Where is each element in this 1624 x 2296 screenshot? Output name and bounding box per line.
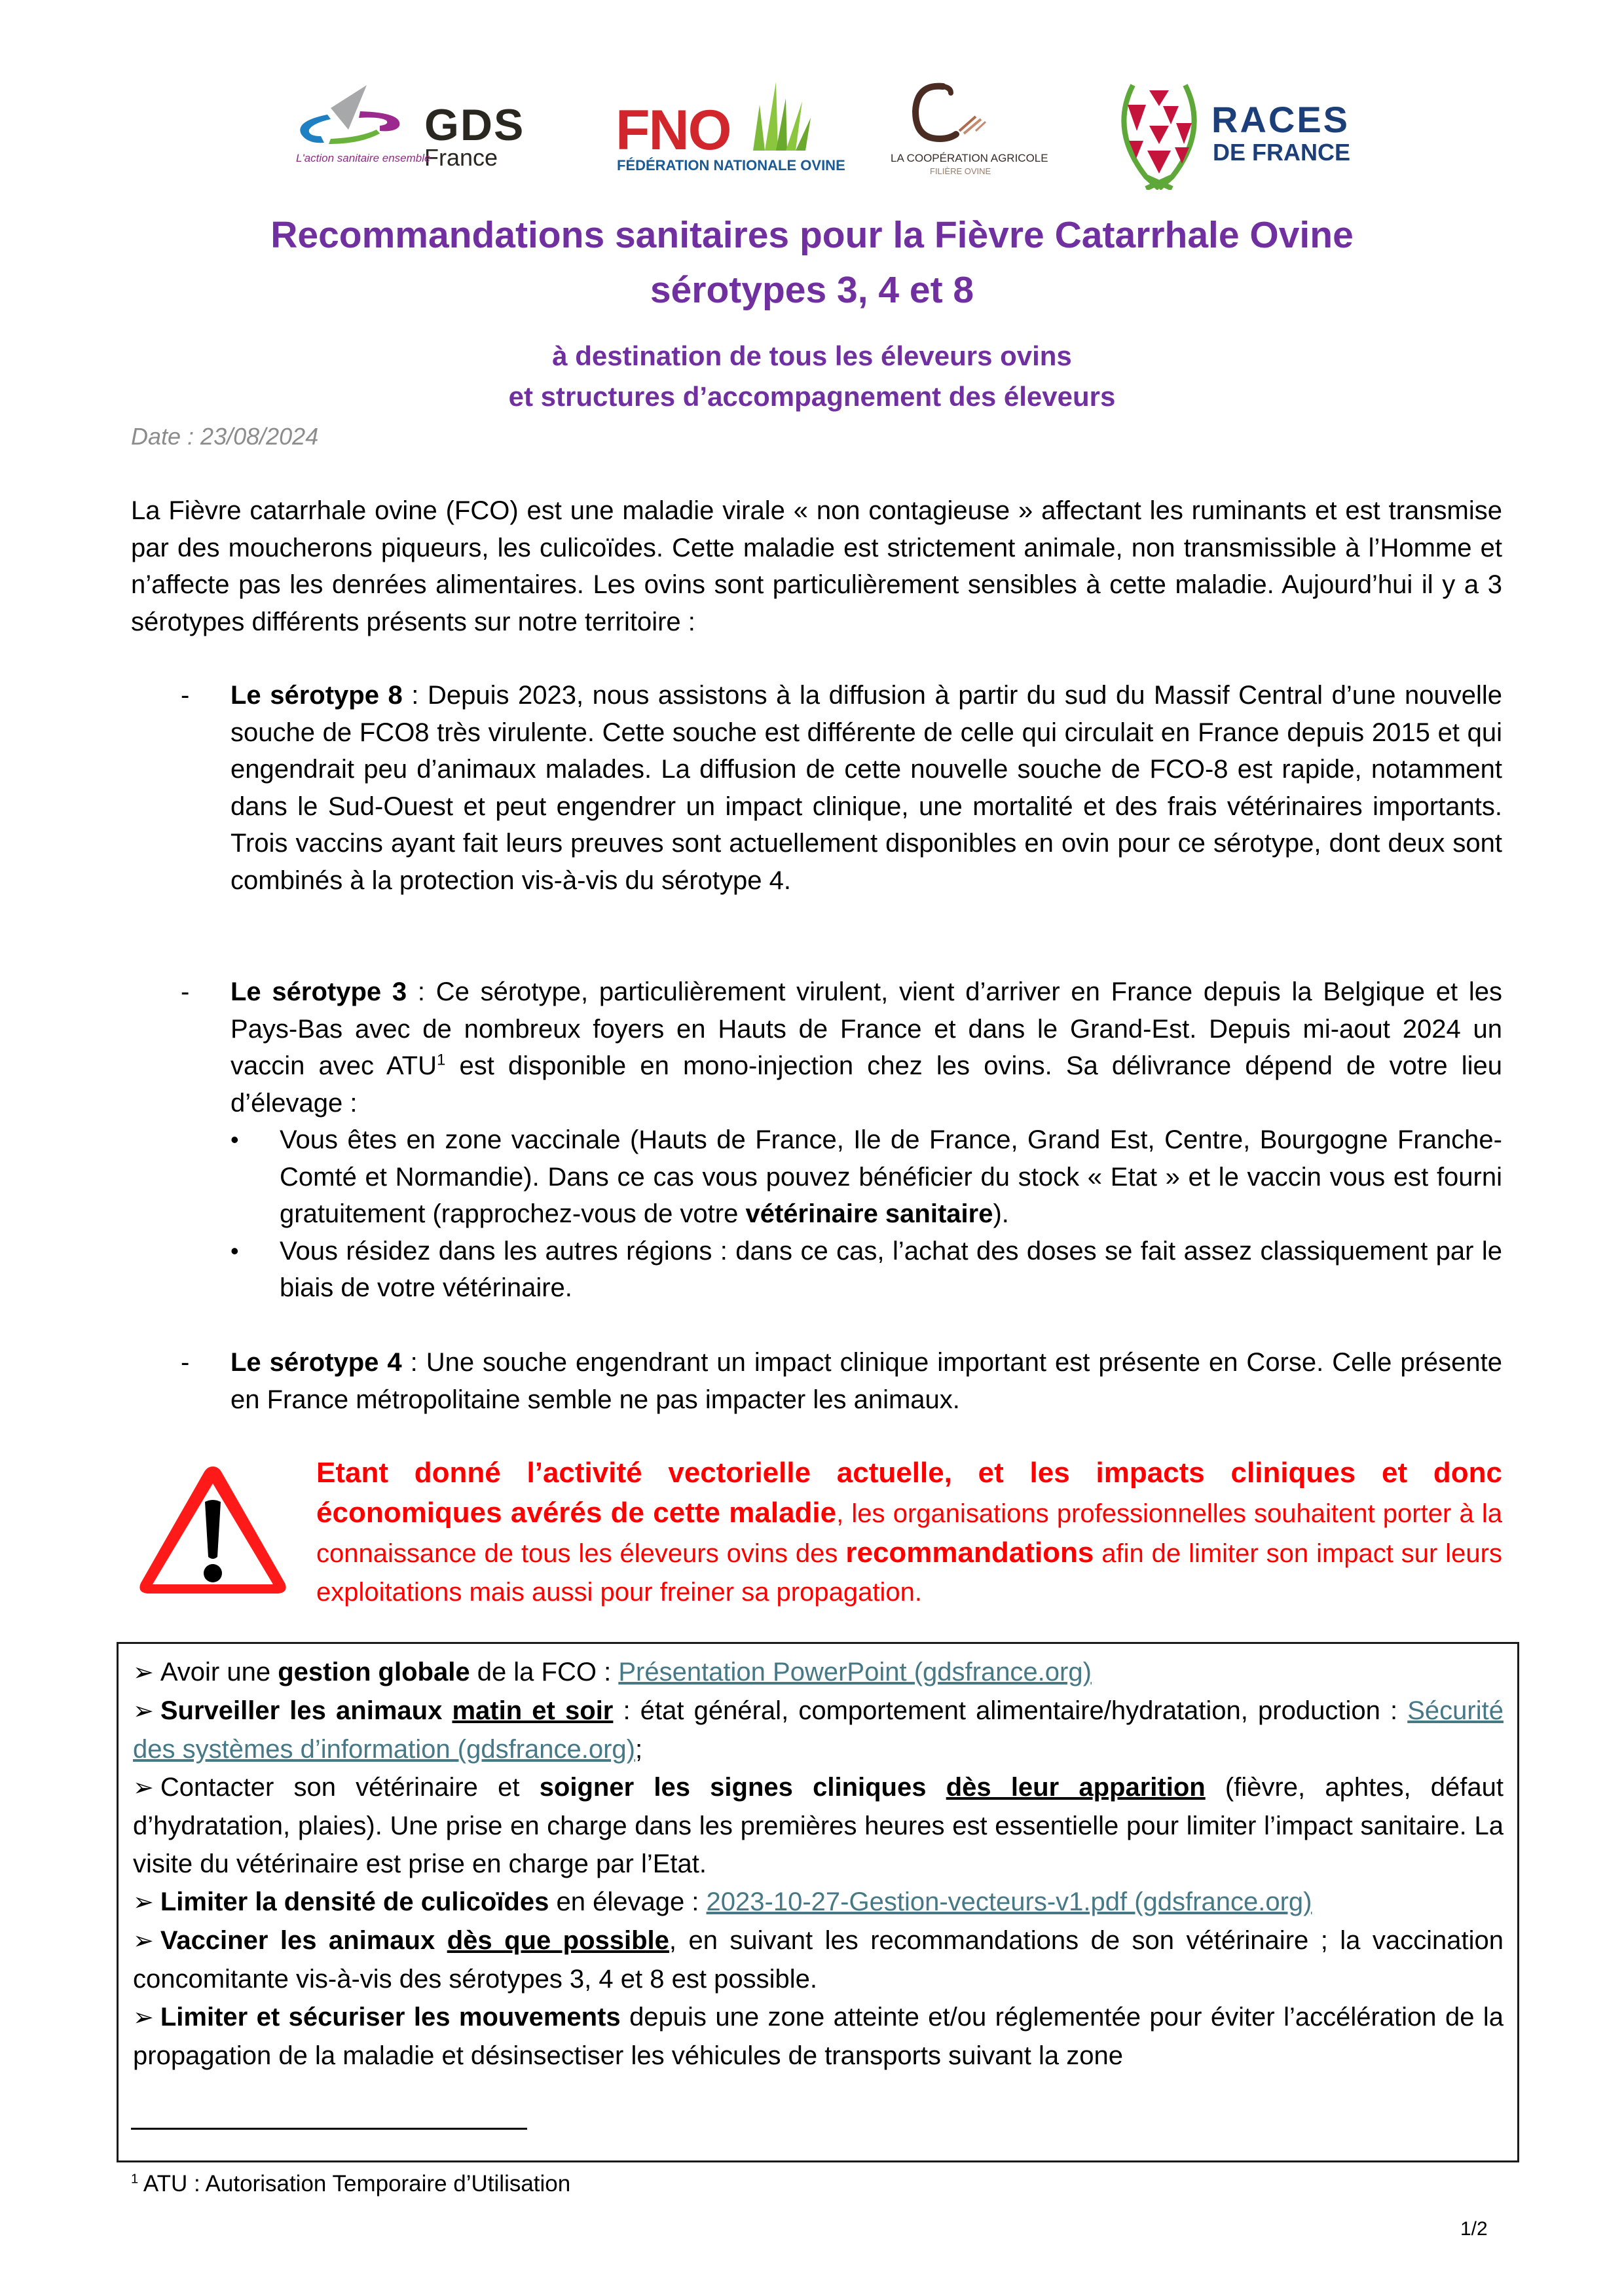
grass-icon (747, 79, 812, 151)
reco-bold-underline: matin et soir (452, 1696, 614, 1725)
warning-recommandations: recommandations (845, 1537, 1094, 1569)
reco-text: (fièvre, aphtes, défaut d’hydratation, plaies). Une prise en charge dans les premières heures est essentielle pour limiter l’impact sanitaire. La visite du vétérinaire est prise en charge par l’Etat. (133, 1773, 1504, 1878)
races-de-france-logo (1113, 79, 1362, 190)
dash-bullet: - (181, 1348, 190, 1377)
serotype-8-item (131, 677, 1502, 899)
warning-message (316, 1453, 1502, 1612)
reco-item-vacciner (133, 1922, 1504, 1998)
reco-item-limiter-culicoides (133, 1883, 1504, 1922)
serotype-3-paragraph (231, 974, 1502, 1121)
serotype-4-item (131, 1344, 1502, 1418)
races-subtitle: DE FRANCE (1213, 139, 1351, 166)
arrow-bullet-icon: ➢ (133, 1889, 154, 1916)
reco-text: Avoir une (160, 1658, 278, 1686)
reco-bold: soigner les signes cliniques (539, 1773, 946, 1802)
fno-logo (616, 79, 845, 190)
page-subtitle-line1: à destination de tous les éleveurs ovins (552, 340, 1072, 371)
coop-subtitle: FILIÈRE OVINE (930, 166, 991, 176)
footnote (131, 2171, 570, 2197)
reco-text: : état général, comportement alimentaire/hydratation, production : (613, 1696, 1408, 1725)
reco-bold: Limiter la densité de culicoïdes (160, 1887, 549, 1916)
link-securite-systemes-information[interactable]: Sécurité des systèmes d’information (gdsfrance.org) (133, 1696, 1504, 1764)
reco-text: , en suivant les recommandations de son vétérinaire ; la vaccination concomitante vis-à-vis des sérotypes 3, 4 et 8 est possible. (133, 1926, 1504, 1994)
page-title-line2: sérotypes 3, 4 et 8 (650, 269, 974, 311)
dash-bullet: - (181, 977, 190, 1006)
reco-text: depuis une zone atteinte et/ou réglementée pour éviter l’accélération de la propagation de la maladie et désinsectiser les véhicules de transports suivant la zone (133, 2003, 1504, 2070)
bullet-text: Vous êtes en zone vaccinale (Hauts de France, Ile de France, Grand Est, Centre, Bourgogne Franche-Comté et Normandie). Dans ce cas vous pouvez bénéficier du stock « Etat » et le vaccin vous est fourni gratuitement (rapprochez-vous de votre (280, 1125, 1502, 1228)
arrow-bullet-icon: ➢ (133, 1698, 154, 1725)
intro-paragraph: La Fièvre catarrhale ovine (FCO) est une maladie virale « non contagieuse » affectant les ruminants et est transmise par des moucherons piqueurs, les culicoïdes. Cette maladie est strictement animale, non transmissible à l’Homme et n’affecte pas les denrées alimentaires. Les ovins sont particulièrement sensibles à cette maladie. Aujourd’hui il y a 3 sérotypes différents présents sur notre territoire : (131, 496, 1502, 636)
footnote-number: 1 (131, 2172, 139, 2187)
reco-text: ; (635, 1735, 643, 1764)
reco-item-surveiller (133, 1692, 1504, 1768)
gds-subtitle: France (424, 144, 498, 171)
bullet-dot-icon: • (231, 1237, 239, 1264)
serotype-3-bullet-other-regions (231, 1233, 1502, 1307)
reco-item-gestion-globale (133, 1653, 1504, 1692)
cooperation-c-icon (904, 79, 1035, 151)
document-date: Date : 23/08/2024 (131, 423, 319, 450)
gds-emblem-icon (288, 79, 419, 151)
reco-bold-underline: dès leur apparition (946, 1773, 1206, 1802)
coop-name: LA COOPÉRATION AGRICOLE (891, 152, 1048, 164)
recommendations-box (117, 1642, 1519, 2162)
partner-logos (288, 79, 1362, 190)
bullet-text-after: ). (993, 1199, 1009, 1228)
serotype-3-label: Le sérotype 3 (231, 977, 407, 1006)
reco-bold-underline: dès que possible (447, 1926, 669, 1955)
bullet-dot-icon: • (231, 1126, 239, 1153)
serotype-4-content (231, 1344, 1502, 1418)
bullet-text: Vous résidez dans les autres régions : dans ce cas, l’achat des doses se fait assez classiquement par le biais de votre vétérinaire. (280, 1236, 1502, 1302)
reco-item-contacter-veterinaire (133, 1768, 1504, 1883)
serotype-4-label: Le sérotype 4 (231, 1348, 402, 1377)
arrow-bullet-icon: ➢ (133, 2004, 154, 2032)
bullet-bold-text: vétérinaire sanitaire (745, 1199, 993, 1228)
serotype-3-text: : Ce sérotype, particulièrement virulent, vient d’arriver en France depuis la Belgique et les Pays-Bas avec de nombreux foyers en Hauts de France et dans le Grand-Est. Depuis mi-aout 2024 un vaccin avec ATU (231, 977, 1502, 1080)
warning-bold-text: Etant donné l’activité vectorielle actuelle, et les impacts cliniques et donc économiques avérés de cette maladie (316, 1457, 1502, 1529)
warning-text-end: afin de limiter son impact sur leurs exploitations mais aussi pour freiner sa propagation. (316, 1539, 1502, 1607)
footnote-ref[interactable]: 1 (437, 1051, 446, 1069)
reco-item-limiter-mouvements (133, 1998, 1504, 2075)
arrow-bullet-icon: ➢ (133, 1927, 154, 1955)
reco-text: de la FCO : (470, 1658, 619, 1686)
reco-text: Contacter son vétérinaire et (160, 1773, 540, 1802)
reco-bold: Limiter et sécuriser les mouvements (160, 2003, 621, 2032)
fno-wordmark: FNO (616, 99, 731, 162)
footnote-text: ATU : Autorisation Temporaire d’Utilisation (138, 2171, 571, 2196)
reco-bold: Surveiller les animaux (160, 1696, 452, 1725)
link-presentation-powerpoint[interactable]: Présentation PowerPoint (gdsfrance.org) (618, 1658, 1092, 1686)
gds-wordmark: GDS (424, 100, 525, 150)
races-wordmark: RACES (1211, 99, 1350, 140)
page-subtitle-line2: et structures d’accompagnement des éleveurs (508, 381, 1116, 412)
link-gestion-vecteurs-pdf[interactable]: 2023-10-27-Gestion-vecteurs-v1.pdf (gdsfrance.org) (706, 1887, 1312, 1916)
footnote-separator (131, 2128, 527, 2130)
serotype-3-text-after: est disponible en mono-injection chez les ovins. Sa délivrance dépend de votre lieu d’élevage : (231, 1051, 1503, 1118)
reco-text: en élevage : (549, 1887, 707, 1916)
warning-text: , les organisations professionnelles souhaitent porter à la connaissance de tous les éleveurs ovins des (316, 1499, 1503, 1568)
arrow-bullet-icon: ➢ (133, 1774, 154, 1802)
serotype-3-bullet-vaccination-zone (231, 1121, 1502, 1233)
gds-france-logo (288, 79, 537, 190)
cooperation-agricole-logo (891, 79, 1074, 190)
races-emblem-icon (1113, 79, 1205, 190)
serotype-3-content (231, 974, 1502, 1307)
recommendations-list (133, 1653, 1504, 2075)
page-title-line1: Recommandations sanitaires pour la Fièvre Catarrhale Ovine (270, 214, 1354, 256)
serotype-4-text: : Une souche engendrant un impact clinique important est présente en Corse. Celle présente en France métropolitaine semble ne pas impacter les animaux. (231, 1348, 1503, 1414)
serotype-3-item (131, 974, 1502, 1307)
serotype-8-content (231, 677, 1502, 899)
serotype-8-label: Le sérotype 8 (231, 681, 403, 710)
serotype-8-text: : Depuis 2023, nous assistons à la diffusion à partir du sud du Massif Central d’une nouvelle souche de FCO8 très virulente. Cette souche est différente de celle qui circulait en France depuis 2015 et qui engendrait peu d’animaux malades. La diffusion de cette nouvelle souche de FCO-8 est rapide, notamment dans le Sud-Ouest et peut engendrer un impact clinique, une mortalité et des frais vétérinaires importants. Trois vaccins ayant fait leurs preuves sont actuellement disponibles en ovin pour ce sérotype, dont deux sont combinés à la protection vis-à-vis du sérotype 4. (231, 681, 1502, 895)
page-number: 1/2 (1460, 2218, 1488, 2240)
gds-tagline: L'action sanitaire ensemble (296, 152, 431, 164)
reco-bold: Vacciner les animaux (160, 1926, 447, 1955)
warning-triangle-icon (134, 1459, 291, 1603)
fno-subtitle: FÉDÉRATION NATIONALE OVINE (617, 157, 845, 173)
dash-bullet: - (181, 681, 190, 710)
arrow-bullet-icon: ➢ (133, 1659, 154, 1686)
reco-bold: gestion globale (278, 1658, 470, 1686)
